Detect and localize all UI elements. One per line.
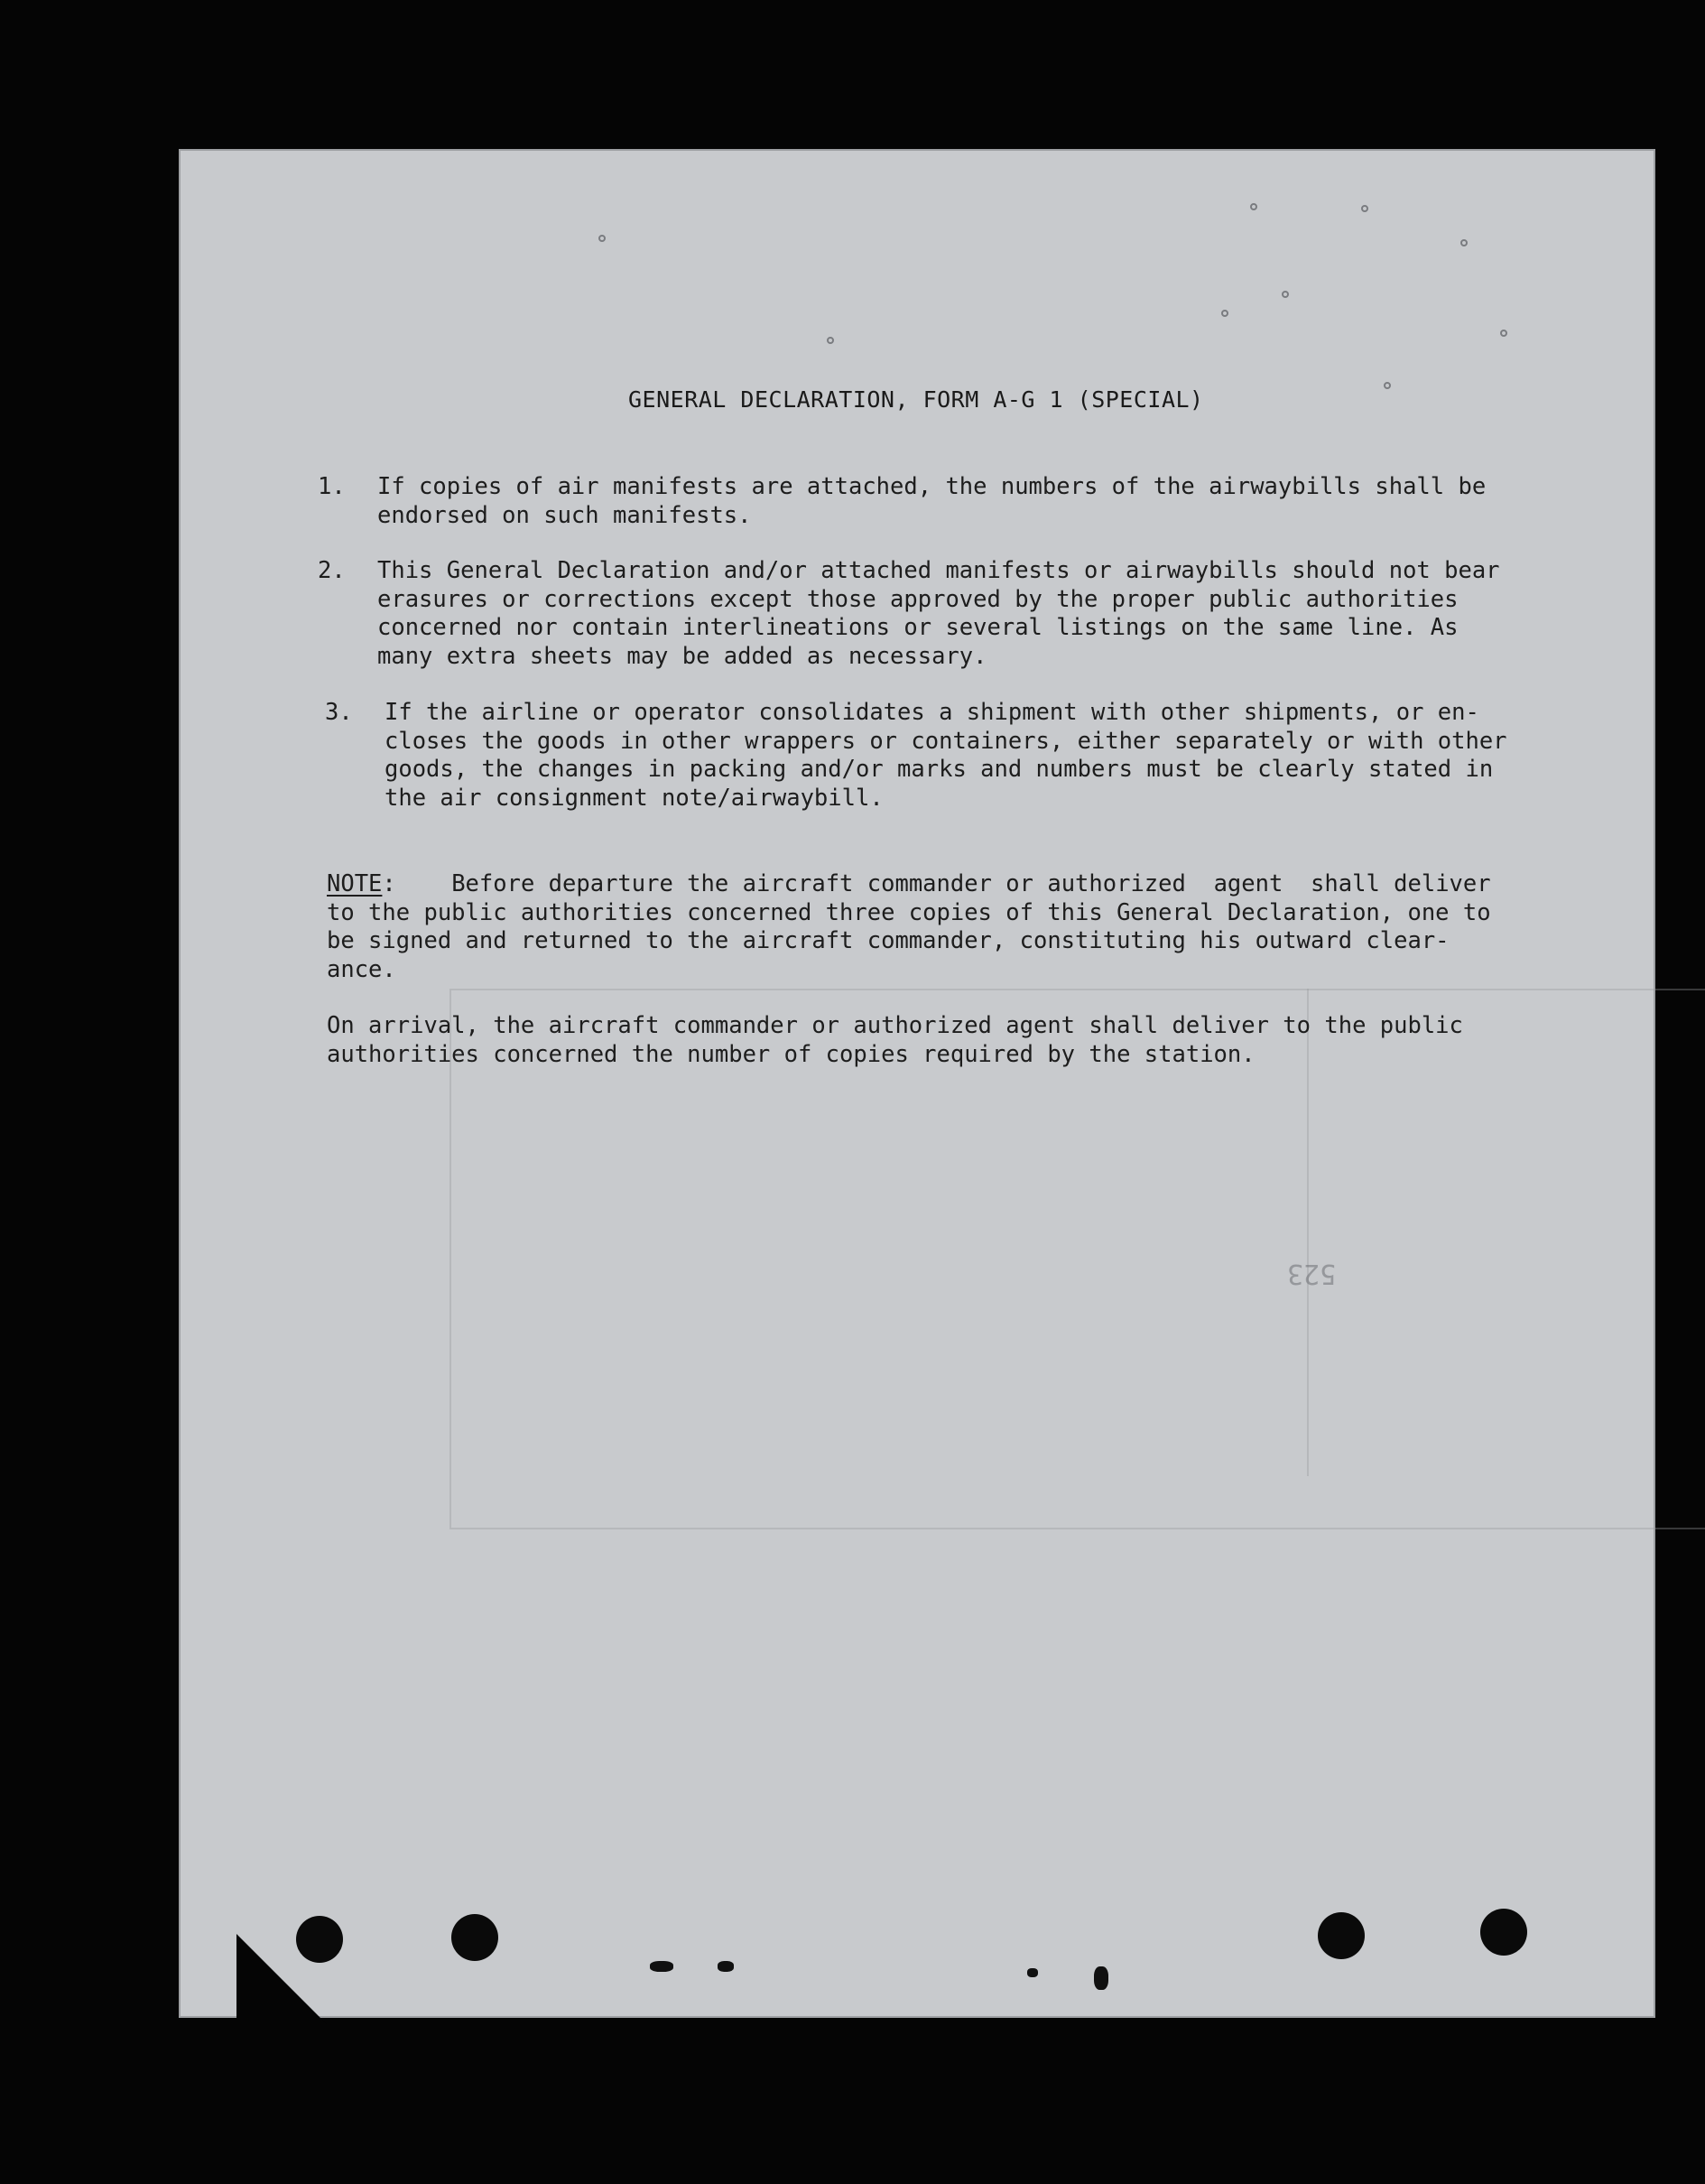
speck [1384, 382, 1391, 389]
ink-blot [1027, 1968, 1038, 1977]
item-line: This General Declaration and/or attached manifests or airwaybills should not bear [377, 557, 1500, 584]
ink-blot [1094, 1966, 1108, 1990]
note-first-line-text: Before departure the aircraft commander or authorized agent shall deliver [395, 870, 1491, 897]
speck [1221, 310, 1228, 317]
note-line: ance. [327, 955, 396, 983]
item-line: erasures or corrections except those approved by the proper public authorities [377, 585, 1459, 613]
note-line: be signed and returned to the aircraft commander, constituting his outward clear- [327, 927, 1450, 954]
form-title: GENERAL DECLARATION, FORM A-G 1 (SPECIAL) [628, 386, 1204, 413]
item-line: endorsed on such manifests. [377, 501, 752, 529]
speck [598, 235, 606, 242]
speck [1460, 239, 1468, 246]
note-paragraph [327, 870, 1491, 984]
punch-hole [451, 1914, 498, 1961]
note-line: to the public authorities concerned three copies of this General Declaration, one to [327, 898, 1491, 926]
torn-corner [236, 1934, 327, 2024]
arrival-line: On arrival, the aircraft commander or authorized agent shall deliver to the public [327, 1012, 1463, 1039]
item-line: If the airline or operator consolidates a shipment with other shipments, or en- [385, 699, 1479, 726]
speck [1500, 330, 1507, 337]
ink-blot [650, 1961, 673, 1972]
arrival-paragraph [327, 1012, 1463, 1069]
ink-blot [718, 1961, 734, 1972]
bleed-through-table [449, 989, 1705, 1529]
punch-hole [1318, 1912, 1365, 1959]
item-line: If copies of air manifests are attached, the numbers of the airwaybills shall be [377, 473, 1487, 500]
item-line: closes the goods in other wrappers or containers, either separately or with other [385, 727, 1507, 755]
speck [827, 337, 834, 344]
item-line: the air consignment note/airwaybill. [385, 784, 884, 812]
punch-hole [1480, 1909, 1527, 1956]
speck [1282, 291, 1289, 298]
note-first-line [327, 870, 1491, 899]
item-number: 3. [325, 699, 353, 726]
item-number: 1. [318, 473, 346, 500]
item-line: concerned nor contain interlineations or several listings on the same line. As [377, 614, 1459, 641]
arrival-line: authorities concerned the number of copies required by the station. [327, 1040, 1256, 1068]
item-line: goods, the changes in packing and/or marks and numbers must be clearly stated in [385, 756, 1494, 783]
speck [1361, 205, 1368, 212]
speck [1250, 203, 1257, 210]
item-line: many extra sheets may be added as necessary. [377, 642, 987, 670]
note-colon: : [382, 870, 396, 897]
bleed-through-number: 523 [1287, 1258, 1337, 1289]
item-number: 2. [318, 557, 346, 584]
paper-sheet [179, 149, 1655, 2018]
note-label: NOTE [327, 870, 383, 897]
